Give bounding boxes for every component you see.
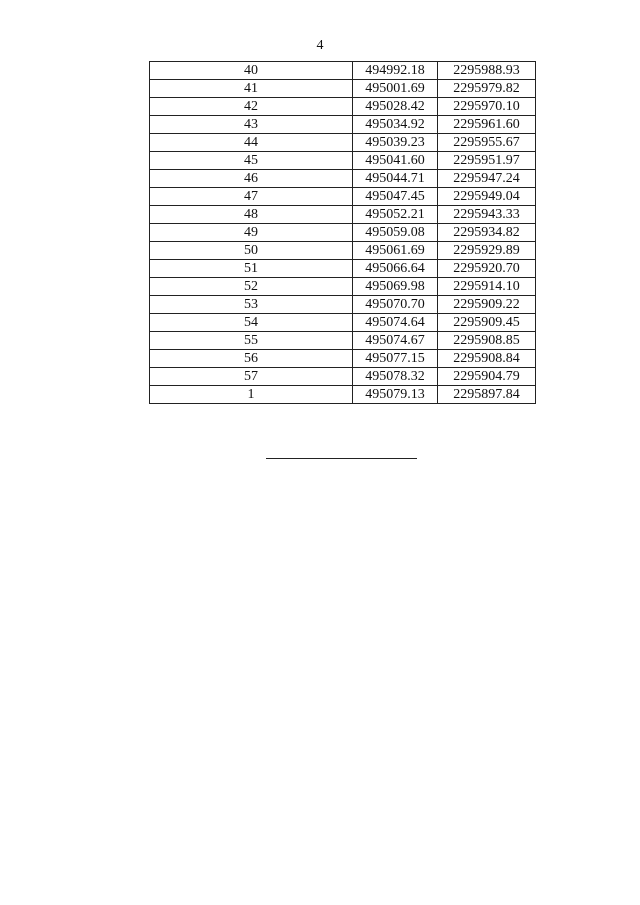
x-coordinate-cell: 495077.15 bbox=[353, 350, 438, 368]
point-number-cell: 42 bbox=[150, 98, 353, 116]
table-row bbox=[150, 278, 536, 296]
point-number-cell: 55 bbox=[150, 332, 353, 350]
page-number: 4 bbox=[316, 38, 324, 53]
y-coordinate-cell: 2295943.33 bbox=[438, 206, 536, 224]
end-rule bbox=[266, 458, 417, 459]
point-number-cell: 57 bbox=[150, 368, 353, 386]
point-number-cell: 56 bbox=[150, 350, 353, 368]
x-coordinate-cell: 495039.23 bbox=[353, 134, 438, 152]
y-coordinate-cell: 2295904.79 bbox=[438, 368, 536, 386]
y-coordinate-cell: 2295897.84 bbox=[438, 386, 536, 404]
point-number-cell: 53 bbox=[150, 296, 353, 314]
table-row bbox=[150, 224, 536, 242]
y-coordinate-cell: 2295909.45 bbox=[438, 314, 536, 332]
x-coordinate-cell: 495061.69 bbox=[353, 242, 438, 260]
point-number-cell: 1 bbox=[150, 386, 353, 404]
point-number-cell: 45 bbox=[150, 152, 353, 170]
x-coordinate-cell: 495066.64 bbox=[353, 260, 438, 278]
x-coordinate-cell: 494992.18 bbox=[353, 62, 438, 80]
table-row bbox=[150, 170, 536, 188]
y-coordinate-cell: 2295955.67 bbox=[438, 134, 536, 152]
point-number-cell: 51 bbox=[150, 260, 353, 278]
table-row bbox=[150, 386, 536, 404]
x-coordinate-cell: 495070.70 bbox=[353, 296, 438, 314]
y-coordinate-cell: 2295909.22 bbox=[438, 296, 536, 314]
table-row bbox=[150, 296, 536, 314]
table-row bbox=[150, 206, 536, 224]
point-number-cell: 46 bbox=[150, 170, 353, 188]
table-row bbox=[150, 152, 536, 170]
point-number-cell: 52 bbox=[150, 278, 353, 296]
y-coordinate-cell: 2295908.84 bbox=[438, 350, 536, 368]
y-coordinate-cell: 2295988.93 bbox=[438, 62, 536, 80]
y-coordinate-cell: 2295947.24 bbox=[438, 170, 536, 188]
coordinates-table-body bbox=[150, 62, 536, 404]
y-coordinate-cell: 2295929.89 bbox=[438, 242, 536, 260]
y-coordinate-cell: 2295949.04 bbox=[438, 188, 536, 206]
x-coordinate-cell: 495078.32 bbox=[353, 368, 438, 386]
x-coordinate-cell: 495047.45 bbox=[353, 188, 438, 206]
table-row bbox=[150, 332, 536, 350]
x-coordinate-cell: 495079.13 bbox=[353, 386, 438, 404]
y-coordinate-cell: 2295908.85 bbox=[438, 332, 536, 350]
table-row bbox=[150, 188, 536, 206]
table-row bbox=[150, 98, 536, 116]
x-coordinate-cell: 495028.42 bbox=[353, 98, 438, 116]
x-coordinate-cell: 495069.98 bbox=[353, 278, 438, 296]
table-row bbox=[150, 134, 536, 152]
point-number-cell: 43 bbox=[150, 116, 353, 134]
x-coordinate-cell: 495044.71 bbox=[353, 170, 438, 188]
point-number-cell: 54 bbox=[150, 314, 353, 332]
x-coordinate-cell: 495001.69 bbox=[353, 80, 438, 98]
x-coordinate-cell: 495034.92 bbox=[353, 116, 438, 134]
y-coordinate-cell: 2295979.82 bbox=[438, 80, 536, 98]
x-coordinate-cell: 495059.08 bbox=[353, 224, 438, 242]
table-row bbox=[150, 350, 536, 368]
y-coordinate-cell: 2295970.10 bbox=[438, 98, 536, 116]
table-row bbox=[150, 368, 536, 386]
point-number-cell: 41 bbox=[150, 80, 353, 98]
point-number-cell: 40 bbox=[150, 62, 353, 80]
table-row bbox=[150, 260, 536, 278]
y-coordinate-cell: 2295951.97 bbox=[438, 152, 536, 170]
point-number-cell: 49 bbox=[150, 224, 353, 242]
table-row bbox=[150, 116, 536, 134]
table-row bbox=[150, 314, 536, 332]
x-coordinate-cell: 495052.21 bbox=[353, 206, 438, 224]
y-coordinate-cell: 2295914.10 bbox=[438, 278, 536, 296]
coordinates-table bbox=[149, 61, 536, 404]
table-row bbox=[150, 62, 536, 80]
x-coordinate-cell: 495074.64 bbox=[353, 314, 438, 332]
y-coordinate-cell: 2295920.70 bbox=[438, 260, 536, 278]
y-coordinate-cell: 2295934.82 bbox=[438, 224, 536, 242]
point-number-cell: 47 bbox=[150, 188, 353, 206]
table-row bbox=[150, 80, 536, 98]
point-number-cell: 44 bbox=[150, 134, 353, 152]
x-coordinate-cell: 495041.60 bbox=[353, 152, 438, 170]
table-row bbox=[150, 242, 536, 260]
x-coordinate-cell: 495074.67 bbox=[353, 332, 438, 350]
y-coordinate-cell: 2295961.60 bbox=[438, 116, 536, 134]
point-number-cell: 50 bbox=[150, 242, 353, 260]
point-number-cell: 48 bbox=[150, 206, 353, 224]
